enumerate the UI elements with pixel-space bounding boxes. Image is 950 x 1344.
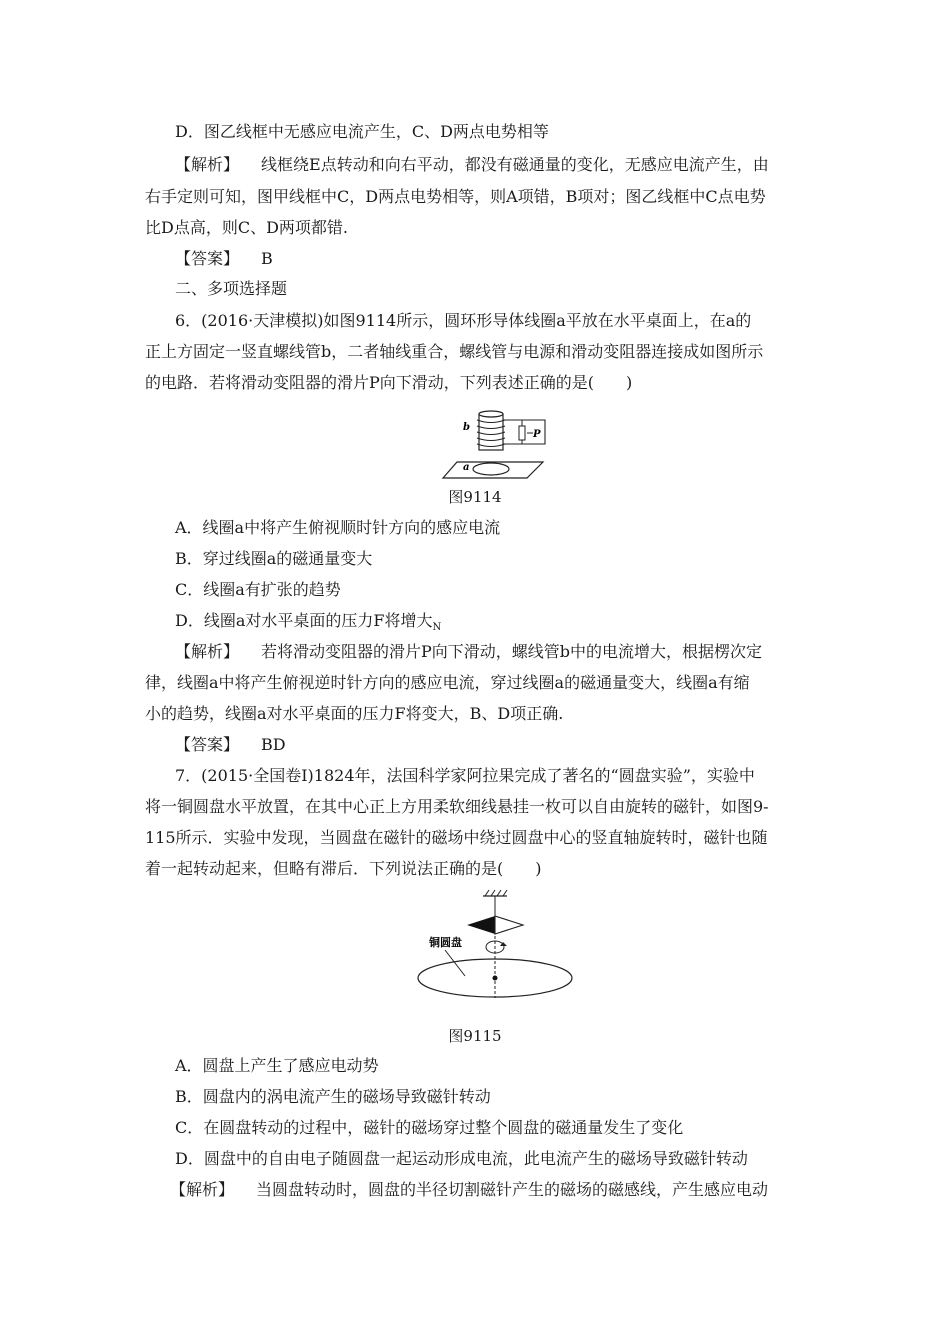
q6-stem-line-2: 正上方固定一竖直螺线管b，二者轴线重合，螺线管与电源和滑动变阻器连接成如图所示 (145, 342, 764, 361)
q7-analysis-label: 【解析】 (170, 1180, 235, 1199)
q7-stem-line-3: 115所示．实验中发现，当圆盘在磁针的磁场中绕过圆盘中心的竖直轴旋转时，磁针也随 (145, 828, 768, 847)
q6-answer-value: BD (261, 735, 286, 754)
label-copper-disk: 铜圆盘 (429, 936, 462, 949)
q7-option-d: D．圆盘中的自由电子随圆盘一起运动形成电流，此电流产生的磁场导致磁针转动 (175, 1149, 748, 1168)
q7-stem-line-2: 将一铜圆盘水平放置，在其中心正上方用柔软细线悬挂一枚可以自由旋转的磁针，如图9- (145, 797, 769, 816)
q6-analysis-line-3: 小的趋势，线圈a对水平桌面的压力F将变大，B、D项正确. (145, 704, 564, 723)
figure-9114 (435, 410, 550, 480)
q5-answer-label: 【答案】 (175, 249, 240, 268)
q6-analysis-line-1: 【解析】 若将滑动变阻器的滑片P向下滑动，螺线管b中的电流增大，根据楞次定 (175, 642, 763, 661)
q7-stem-line-1: 7．(2015·全国卷Ⅰ)1824年，法国科学家阿拉果完成了著名的“圆盘实验”，实验中 (175, 766, 755, 785)
q6-option-b: B．穿过线圈a的磁通量变大 (175, 549, 373, 568)
section-heading: 二、多项选择题 (175, 279, 288, 298)
q7-option-a: A．圆盘上产生了感应电动势 (175, 1056, 379, 1075)
q7-option-b: B．圆盘内的涡电流产生的磁场导致磁针转动 (175, 1087, 491, 1106)
q6-answer (175, 735, 286, 755)
label-p: P (533, 429, 541, 440)
q6-analysis-label: 【解析】 (175, 642, 240, 661)
q7-option-c: C．在圆盘转动的过程中，磁针的磁场穿过整个圆盘的磁通量发生了变化 (175, 1118, 684, 1137)
q5-analysis-line-2: 右手定则可知，图甲线框中C，D两点电势相等，则A项错，B项对；图乙线框中C点电势 (145, 187, 766, 206)
q5-analysis-line-1: 【解析】 线框绕E点转动和向右平动，都没有磁通量的变化，无感应电流产生，由 (175, 155, 769, 174)
q5-answer-value: B (261, 249, 273, 268)
q6-option-a: A．线圈a中将产生俯视顺时针方向的感应电流 (175, 518, 501, 537)
q5-analysis-line-3: 比D点高，则C、D两项都错. (145, 218, 348, 237)
figure-9115 (415, 888, 595, 1010)
q6-answer-label: 【答案】 (175, 735, 240, 754)
q6-stem-line-3: 的电路．若将滑动变阻器的滑片P向下滑动，下列表述正确的是( ) (145, 373, 633, 392)
q7-stem-line-4: 着一起转动起来，但略有滞后．下列说法正确的是( ) (145, 859, 542, 878)
label-a: a (463, 462, 470, 473)
figure-9114-caption: 图9114 (448, 488, 502, 506)
q5-analysis-label: 【解析】 (175, 155, 240, 174)
q6-option-d: D．线圈a对水平桌面的压力F将增大$_N$ (175, 611, 442, 634)
q5-option-d: D．图乙线框中无感应电流产生，C、D两点电势相等 (175, 122, 549, 141)
q7-analysis-line-1: 【解析】 当圆盘转动时，圆盘的半径切割磁针产生的磁场的磁感线，产生感应电动 (170, 1180, 769, 1199)
q5-answer (175, 249, 273, 269)
label-b: b (463, 422, 470, 433)
figure-9115-caption: 图9115 (448, 1027, 502, 1045)
force-subscript: N (432, 622, 442, 634)
q6-analysis-line-2: 律，线圈a中将产生俯视逆时针方向的感应电流，穿过线圈a的磁通量变大，线圈a有缩 (145, 673, 750, 692)
q6-stem-line-1: 6．(2016·天津模拟)如图9114所示，圆环形导体线圈a平放在水平桌面上，在a的 (175, 311, 752, 330)
q6-option-c: C．线圈a有扩张的趋势 (175, 580, 341, 599)
